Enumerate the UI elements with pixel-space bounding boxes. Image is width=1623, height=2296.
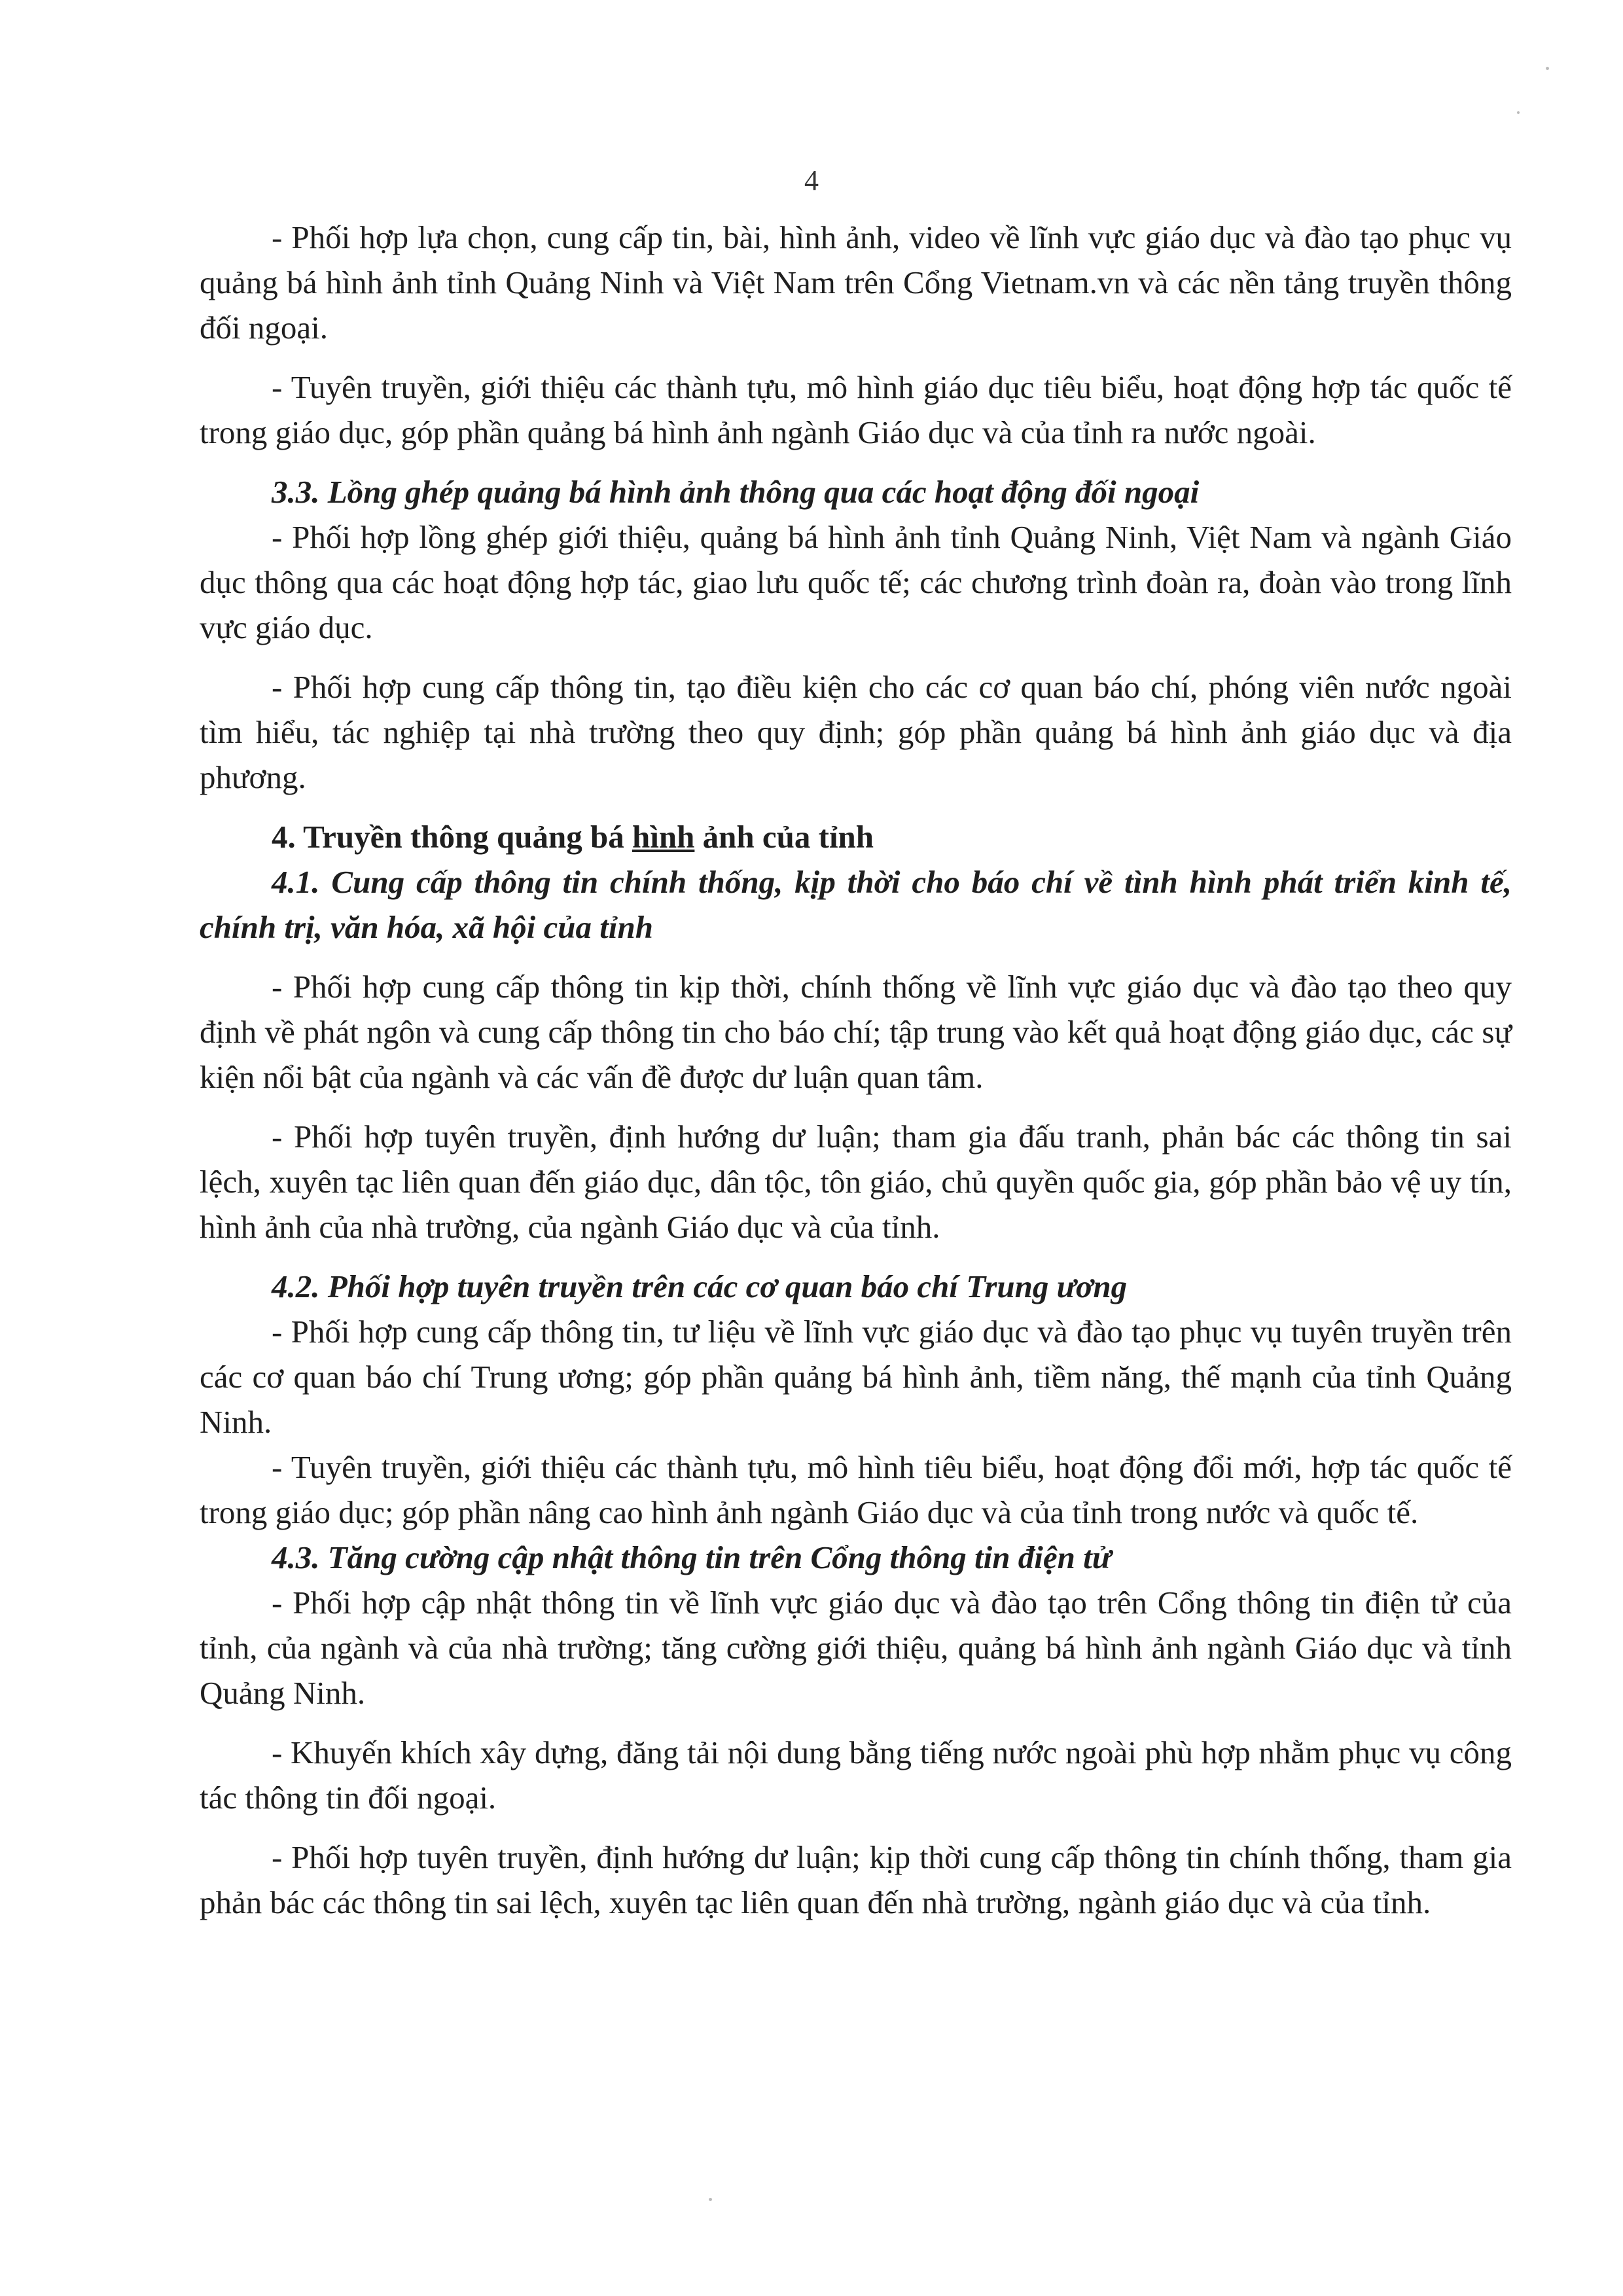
paragraph: - Khuyến khích xây dựng, đăng tải nội dung bằng tiếng nước ngoài phù hợp nhằm phục vụ công tác thông tin đối ngoại. <box>200 1734 1512 1816</box>
paragraph: - Phối hợp tuyên truyền, định hướng dư luận; kịp thời cung cấp thông tin chính thống, tham gia phản bác các thông tin sai lệch, xuyên tạc liên quan đến nhà trường, ngành giáo dục và của tỉnh. <box>200 1839 1512 1920</box>
paragraph: - Phối hợp cung cấp thông tin kịp thời, chính thống về lĩnh vực giáo dục và đào tạo theo quy định về phát ngôn và cung cấp thông tin cho báo chí; tập trung vào kết quả hoạt động giáo dục, các sự kiện nổi bật của ngành và các vấn đề được dư luận quan tâm. <box>200 969 1512 1095</box>
section-heading: 4.1. Cung cấp thông tin chính thống, kịp thời cho báo chí về tình hình phát triển kinh tế, chính trị, văn hóa, xã hội của tỉnh <box>200 864 1512 945</box>
paragraph: - Tuyên truyền, giới thiệu các thành tựu, mô hình tiêu biểu, hoạt động đổi mới, hợp tác quốc tế trong giáo dục; góp phần nâng cao hình ảnh ngành Giáo dục và của tỉnh trong nước và quốc tế. <box>200 1449 1512 1530</box>
scan-speck <box>1517 111 1520 114</box>
document-body <box>200 215 1512 1925</box>
section-heading: 4.3. Tăng cường cập nhật thông tin trên Cổng thông tin điện tử <box>272 1539 1112 1575</box>
scan-speck <box>1546 67 1549 70</box>
section-heading: 3.3. Lồng ghép quảng bá hình ảnh thông qua các hoạt động đối ngoại <box>272 474 1200 510</box>
paragraph: - Phối hợp cung cấp thông tin, tạo điều kiện cho các cơ quan báo chí, phóng viên nước ngoài tìm hiểu, tác nghiệp tại nhà trường theo quy định; góp phần quảng bá hình ảnh giáo dục và địa phương. <box>200 669 1512 795</box>
section-heading: 4.2. Phối hợp tuyên truyền trên các cơ quan báo chí Trung ương <box>272 1268 1128 1304</box>
paragraph: - Phối hợp lựa chọn, cung cấp tin, bài, hình ảnh, video về lĩnh vực giáo dục và đào tạo phục vụ quảng bá hình ảnh tỉnh Quảng Ninh và Việt Nam trên Cổng Vietnam.vn và các nền tảng truyền thông đối ngoại. <box>200 219 1512 346</box>
paragraph: - Phối hợp cung cấp thông tin, tư liệu về lĩnh vực giáo dục và đào tạo phục vụ tuyên truyền trên các cơ quan báo chí Trung ương; góp phần quảng bá hình ảnh, tiềm năng, thế mạnh của tỉnh Quảng Ninh. <box>200 1314 1512 1440</box>
heading-text: ảnh của tỉnh <box>694 819 874 855</box>
scan-speck <box>709 2198 712 2201</box>
paragraph: - Phối hợp cập nhật thông tin về lĩnh vực giáo dục và đào tạo trên Cổng thông tin điện tử của tỉnh, của ngành và của nhà trường; tăng cường giới thiệu, quảng bá hình ảnh ngành Giáo dục và tỉnh Quảng Ninh. <box>200 1585 1512 1711</box>
section-heading <box>200 814 1512 859</box>
paragraph: - Tuyên truyền, giới thiệu các thành tựu, mô hình giáo dục tiêu biểu, hoạt động hợp tác quốc tế trong giáo dục, góp phần quảng bá hình ảnh ngành Giáo dục và của tỉnh ra nước ngoài. <box>200 369 1512 450</box>
paragraph: - Phối hợp lồng ghép giới thiệu, quảng bá hình ảnh tỉnh Quảng Ninh, Việt Nam và ngành Giáo dục thông qua các hoạt động hợp tác, giao lưu quốc tế; các chương trình đoàn ra, đoàn vào trong lĩnh vực giáo dục. <box>200 519 1512 645</box>
paragraph: - Phối hợp tuyên truyền, định hướng dư luận; tham gia đấu tranh, phản bác các thông tin sai lệch, xuyên tạc liên quan đến giáo dục, dân tộc, tôn giáo, chủ quyền quốc gia, góp phần bảo vệ uy tín, hình ảnh của nhà trường, của ngành Giáo dục và của tỉnh. <box>200 1119 1512 1245</box>
heading-text: 4. Truyền thông quảng bá <box>272 819 632 855</box>
heading-text-underlined: hình <box>632 819 695 855</box>
page-number: 4 <box>804 164 819 196</box>
